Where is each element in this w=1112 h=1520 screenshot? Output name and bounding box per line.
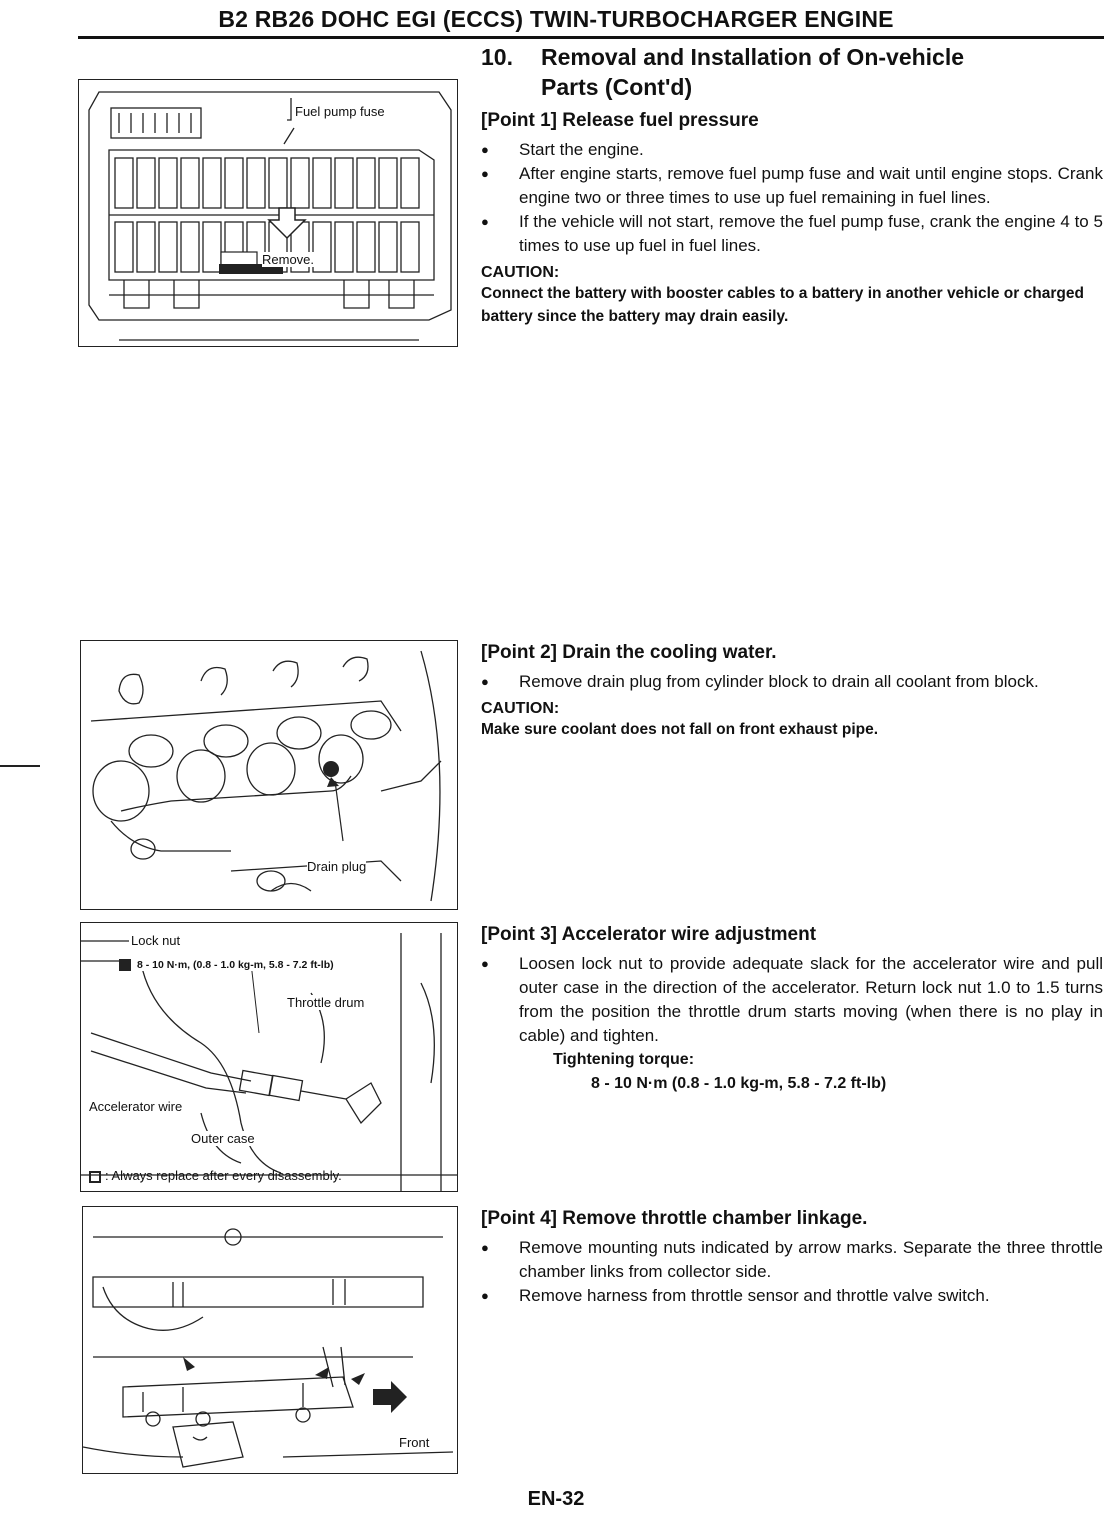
replace-symbol-icon [89, 1171, 101, 1183]
label-lock-nut: Lock nut [131, 933, 181, 948]
point-3-bullets [481, 952, 1103, 1048]
point-3-heading: [Point 3] Accelerator wire adjustment [481, 924, 817, 945]
fuse-block-illustration [79, 80, 458, 347]
point-2-caution-text: Make sure coolant does not fall on front exhaust pipe. [481, 721, 879, 738]
section-title-line2: Parts (Cont'd) [541, 74, 693, 100]
point-1-section [481, 110, 1103, 328]
label-drain-plug: Drain plug [307, 859, 367, 874]
section-number: 10. [481, 44, 513, 70]
figure-throttle-linkage [82, 1206, 458, 1474]
throttle-linkage-illustration [83, 1207, 458, 1474]
point-1-caution-text: Connect the battery with booster cables to a battery in another vehicle or charged battery since the battery may drain easily. [481, 285, 1084, 325]
label-outer-case: Outer case [191, 1131, 255, 1146]
label-throttle-drum: Throttle drum [287, 995, 365, 1010]
point-1-bullets [481, 138, 1103, 258]
point-2-heading: [Point 2] Drain the cooling water. [481, 642, 777, 663]
label-front: Front [399, 1435, 430, 1450]
point-1-bullet: ● After engine starts, remove fuel pump fuse and wait until engine stops. Crank engine two or three times to use up fuel remaining in fuel lines. [481, 162, 1103, 210]
point-1-heading: [Point 1] Release fuel pressure [481, 110, 759, 131]
label-replace-note: : Always replace after every disassembly. [105, 1168, 342, 1183]
figure-drain-plug [80, 640, 458, 910]
point-4-bullet: ● Remove harness from throttle sensor and throttle valve switch. [481, 1284, 1103, 1308]
point-2-bullets [481, 670, 1103, 694]
point-1-bullet: ● If the vehicle will not start, remove the fuel pump fuse, crank the engine 4 to 5 times to use up fuel in fuel lines. [481, 210, 1103, 258]
point-3-section [481, 924, 1103, 1096]
label-accelerator-wire: Accelerator wire [89, 1099, 183, 1114]
page-number: EN-32 [527, 1488, 585, 1510]
point-4-bullets [481, 1236, 1103, 1308]
section-title [481, 42, 964, 102]
margin-rule [0, 765, 40, 767]
point-3-torque-value: 8 - 10 N·m (0.8 - 1.0 kg-m, 5.8 - 7.2 ft-lb) [591, 1075, 887, 1092]
point-4-heading: [Point 4] Remove throttle chamber linkage. [481, 1208, 868, 1229]
point-3-bullet: ● Loosen lock nut to provide adequate slack for the accelerator wire and pull outer case in the direction of the accelerator. Return lock nut 1.0 to 1.5 turns from the position the throttle drum starts moving (when there is no play in cable) and tighten. [481, 952, 1103, 1048]
point-1-bullet: ● Start the engine. [481, 138, 1103, 162]
header-rule [78, 36, 1104, 39]
section-title-line1: Removal and Installation of On-vehicle [541, 44, 965, 70]
point-4-section [481, 1208, 1103, 1308]
point-4-bullet: ● Remove mounting nuts indicated by arrow marks. Separate the three throttle chamber links from collector side. [481, 1236, 1103, 1284]
page-header-title: B2 RB26 DOHC EGI (ECCS) TWIN-TURBOCHARGER ENGINE [218, 6, 894, 32]
point-2-section [481, 642, 1103, 741]
point-2-caution-heading: CAUTION: [481, 700, 560, 717]
label-remove: Remove. [262, 252, 315, 267]
figure-fuse-block [78, 79, 458, 347]
label-fuel-pump-fuse: Fuel pump fuse [295, 104, 385, 119]
label-torque-spec: 8 - 10 N·m, (0.8 - 1.0 kg-m, 5.8 - 7.2 ft-lb) [137, 959, 334, 971]
point-1-caution-heading: CAUTION: [481, 264, 560, 281]
point-2-bullet: ● Remove drain plug from cylinder block to drain all coolant from block. [481, 670, 1103, 694]
engine-block-illustration [81, 641, 458, 910]
point-3-torque-heading: Tightening torque: [553, 1051, 695, 1068]
figure-accelerator-wire [80, 922, 458, 1192]
